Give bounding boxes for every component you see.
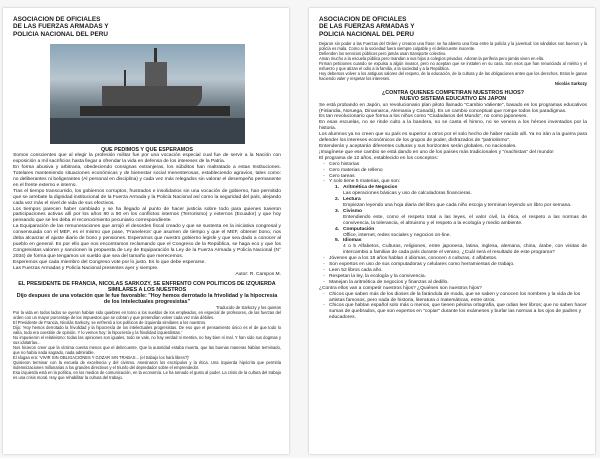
list-item: - Manejan la aritmética de negocios y finanzas al dedillo.	[329, 280, 587, 286]
paragraph: Entenderán y aceptarán diferentes culturas y sus horizontes serán globales, no nacionales.	[319, 143, 517, 149]
paragraph: Hoy debemos volver a los antiguos valores del respeto, de la educación, de la cultura y de las obligaciones antes que los derechos. Estos le ganan haciendo valer y respetar los intereses.	[319, 71, 587, 82]
subject-title: Aritmética de Negocios	[343, 185, 398, 191]
paragraph: ¡Imagínese que ese cambio se está dando en uno de los países más tradicionales y "machistas" del mundo!	[319, 149, 554, 155]
section-subtitle: NUEVO SISTEMA EDUCATIVO EN JAPON	[399, 96, 507, 103]
paragraph: Nos hicieron creer que la víctima cuenta menos que el delincuente. Que la autoridad estaba muerta, que las buenas maneras habían terminado, que no había nada sagrado, nada admirable.	[13, 345, 281, 356]
subject-title: Computación	[343, 226, 375, 232]
left-header-line: POLICIA NACIONAL DEL PERU	[13, 30, 109, 38]
paragraph: El slogan era: 'VIVIR SIN OBLIGACIONES Y GOZAR SIN TRABAS... (el trabajo los hará libres?)'	[13, 355, 190, 361]
section-title: EL PRESIDENTE DE FRANCIA, NICOLAS SARKOZY, SE ENFRENTO CON POLITICOS DE IZQUIERDA SIMILARES A LOS NUESTROS	[18, 280, 276, 293]
paragraph: Dejaron sin poder a las Fuerzas del Orden y crearon una frase: se ha abierto una fosa entre la policía y la juventud: los vándalos son buenos y la policía es mala. Como si la sociedad fuera siempre culpable y el delincuente inocente.	[319, 41, 587, 52]
section-title: QUE PEDIMOS Y QUE ESPERAMOS	[100, 147, 194, 154]
question: ¿Contra ellos van a competir nuestros hijos? ¿Quiénes son nuestros hijos?	[319, 285, 482, 291]
right-header-line: POLICIA NACIONAL DEL PERU	[319, 30, 415, 38]
list-item: - Cero historias	[329, 162, 587, 168]
right-header-line: ASOCIACION DE OFICIALES	[319, 16, 407, 23]
left-header-line: ASOCIACION DE OFICIALES	[13, 16, 101, 23]
paragraph: Es tan revolucionario que forma a los niños como "Ciudadanos del Mundo", no como japoneses.	[319, 114, 528, 120]
byline: Traducido de Sarkozy y los quietos	[215, 305, 281, 311]
paragraph: Dijo: 'Hoy hemos derrotado la frivolidad y la hipocresía de los intelectuales progresistas. De eso que el pensamiento único es el de que todo lo valía, todo era cuestión de opinión. Y lo vemos hoy: la hipocresía y la frivolidad izquierdistas.'	[13, 325, 281, 336]
final-list	[319, 292, 587, 322]
list-item: - Son expertos en uso de sus computadoras y celulares como herramientas de trabajo.	[329, 262, 587, 268]
paragraph: Defienden los servicios públicos pero jamás usan transporte colectivo.	[319, 51, 447, 57]
subject-title: Idiomas	[343, 238, 362, 244]
subject-desc: 4 o 5 Alfabetos, Culturas, religiones, entre japonesa, latina, inglesa, alemana, china, árabe, con visitas de intercambio a familias de cada país durante el verano, ¿Cuál será el resultado de este programa?	[343, 244, 587, 256]
right-header-line: DE LAS FUERZAS ARMADAS Y	[319, 23, 415, 31]
section-title: ¿CONTRA QUIENES COMPETIRAN NUESTROS HIJOS?	[381, 90, 525, 97]
right-page	[309, 8, 595, 454]
paragraph: Esperemos que cada miembro del Congreso vote por lo justo. Es lo que debe esperarse.	[13, 259, 206, 265]
subject-title: Civismo	[343, 208, 363, 214]
paragraph: Se está probando en Japón, un revolucionario plan piloto llamado "Cambio Valiente", basado en los programas educativos (Finlandia, Noruega, Dinamarca, Alemania y Canadá). Es un cambio conceptual que rompe todos los paradigmas.	[319, 102, 587, 114]
author-line: Autor: R. Campos M.	[235, 271, 281, 277]
list-item: - Leen 52 libros cada año.	[329, 268, 587, 274]
right-header	[319, 16, 587, 38]
list-item: - Respetan la ley, la ecología y la convivencia.	[329, 274, 587, 280]
list-item: - Cero materias de relleno	[329, 168, 587, 174]
paragraph: En forma abusiva y arbitraria, obedeciendo consignas extranjeras, los súbditos han maltratado a estas Instituciones. Tutelares manteniendo situaciones económicas y de bienestar social menesterosas, estableciendo agravios, tales como: no deliberantes ni beligerantes (Al personal en disciplina) y cada vez más relegados sin valorar el desempeño permanente en el frente externo e interno.	[13, 165, 281, 188]
subject-desc: Las operaciones básicas y uso de calculadoras financieras.	[343, 191, 472, 197]
concepts-list	[319, 162, 587, 186]
subject-item	[335, 208, 587, 227]
results-list	[319, 256, 587, 286]
left-header-line: DE LAS FUERZAS ARMADAS Y	[13, 23, 109, 31]
paragraph: Firman peticiones cuando se expulsa a algún invasor, pero no aceptan que se instalen en su casa. Son esos que han renunciado al mérito y el esfuerzo y que atizan el odio a la familia, a la sociedad y a la República.	[319, 61, 587, 72]
subject-number: 3.	[335, 208, 340, 214]
paragraph: Aman mucho a la escuela pública pero mandan a sus hijos a colegios privados. Adoran la periferia pero jamás viven en ella.	[319, 56, 545, 62]
subject-number: 2.	[335, 197, 340, 203]
paragraph: Los alumnos ya no creen que su país es superior a otros por el solo hecho de haber nacido allí. Ya no irán a la guerra para defender los intereses económicos de los grupos de poder, disfrazados de "patriotismo".	[319, 132, 587, 144]
paragraph: Quisieron terminar con la escuela de excelencia y del civismo. Asesinaron los escrúpulos y la ética. Una izquierda hipócrita que permitía indemnizaciones millonarias a los grandes directivos y el triunfo del depredador sobre el emprendedor.	[13, 360, 281, 371]
subject-number: 5.	[335, 238, 340, 244]
paragraph: El programa de 12 años, establecido en los conceptos:	[319, 155, 439, 161]
author-line: Nicolás Sarkozy	[554, 81, 587, 87]
list-item: - Chicos que hablan español solo más o menos, que tienen pésima ortografía, que odian leer libros; que no saben hacer sumas de quebrados, que son expertos en "copiar" durante los exámenes y burlar las normas a los ojos de padres y educadores.	[329, 303, 587, 321]
paragraph: Por la vida en todos lados se oyeron habían sido quiebres en torno a los sueldos de los empleados, en especial de profesores, de las fuerzas del orden con un mayor porcentaje de los impuestos que se cobran y que pretendían volver cada vez más débiles.	[13, 310, 281, 321]
subject-number: 1.	[335, 185, 340, 191]
list-item: - Jóvenes que a los 18 años hablan 4 idiomas, conocen 4 culturas, 4 alfabetos.	[329, 256, 587, 262]
subject-item	[335, 185, 587, 197]
paragraph: El Presidente de Francia, Nicolás Sarkozy, se enfrentó a los políticos de izquierda similares a los nuestros.	[13, 320, 207, 326]
subject-desc: Entendiendo este, como el respeto total a las leyes, el valor civil, la ética, el respeto a las normas de convivencia, la tolerancia, el altruismo y el respeto a la ecología y medio ambiente.	[343, 214, 587, 226]
subject-item	[335, 238, 587, 256]
paragraph: Esa izquierda está en la política, en los medios de comunicación, en la economía. Le ha tomado el gusto al poder. La crisis de la cultura del trabajo es una crisis moral. Hay que rehabilitar la cultura del trabajo.	[13, 370, 281, 381]
section-subtitle: Dijo despues de una votación que le fue favorable: "Hoy hemos derrotado la frivolidad y la hipocresía de los intelectuales progresistas"	[16, 292, 278, 306]
paragraph: No impusieron el relativismo: todas las opiniones son iguales, todo se vale, no hay verdad ni mentira, no hay bien ni mal. Y han sido sus dogmas y sus idolatrías...	[13, 335, 281, 346]
left-page	[3, 8, 289, 454]
list-item: - Y solo tiene 5 materias, que son:	[329, 179, 587, 185]
left-header	[13, 16, 281, 38]
paragraph: La Equiparación de las remuneraciones que arrojó el desorden fiscal creado y que se sustenta en la iniciativa congresal y consensuada con el MEF, es el mismo que pase, ‘Franeleros’ que asumen de tiempo y que el MEF, obtener bono, nos deba alcanzar el ajuste diario de bono y pensiones. Esperamos que nuestro gobierno legisle y que sea dado a conocer al pueblo en general. Es por ello que nos encontramos reclamando que el Congreso de la República, se haga eco y que los Congresistas valoren y sancionen la propuesta de Ley de Equiparación la Ley de la Fuerza Armada y Policía Nacional (N° 2034) de forma que tengamos un sueldo que sea del tamaño que merecemos.	[13, 224, 281, 259]
subject-desc: Empiezan leyendo una hoja diaria del libro que cada niño escoja y terminan leyendo un libro por semana.	[343, 203, 572, 209]
paragraph: Somos conscientes que al elegir la profesión militar fue por una vocación especial cual fue de servir a la Nación con exposición a mil sacrificios hasta llegar a ofrendar la vida en defensa de los intereses de la Patria.	[13, 153, 281, 165]
subject-number: 4.	[335, 226, 340, 232]
paragraph: Los tiempos parecen haber cambiado y se ha llegado al punto de hacer justicia sobre todo para quienes tuvieron participaciones activas allí por los años 80 a 90 en los conflictos internos (Terrorismo) y externos (Ecuador) y que hoy pensando que se les deba el reconocimiento pecuniario correspondiente.	[13, 206, 281, 224]
subject-item	[335, 197, 587, 209]
paragraph: Tras el tiempo transcurrido, los gobiernos corruptos, frustrados e insolidarios sin una vocación de gobierno, han permitido que se arrebate la dignidad institucional de la Fuerza Armada y la Policía Nacional así como la seguridad del país, alejando cada vez más el nivel de vida de sus efectivos.	[13, 188, 281, 206]
list-item: - Cero tareas	[329, 174, 587, 180]
subject-desc: Office, internet, redes sociales y negocios on-line.	[343, 232, 451, 238]
paragraph: Las Fuerzas Armadas y Policía Nacional presentes ayer y siempre.	[13, 265, 159, 271]
subject-title: Lectura	[343, 197, 361, 203]
subject-item	[335, 226, 587, 239]
list-item: - Chicos que saben más de los dioses de la farándula de moda, que se saben y conocen los nombres y la vida de los artistas famosos, pero nada de historia, literatura o matemáticas, entre otros.	[329, 292, 587, 304]
subjects-list	[319, 185, 587, 256]
paragraph: En esas escuelas, no se rinde culto a la bandera, no se canta el himno, no se venera a los héroes inventados por la historia.	[319, 120, 587, 132]
warship-photo	[50, 44, 245, 144]
